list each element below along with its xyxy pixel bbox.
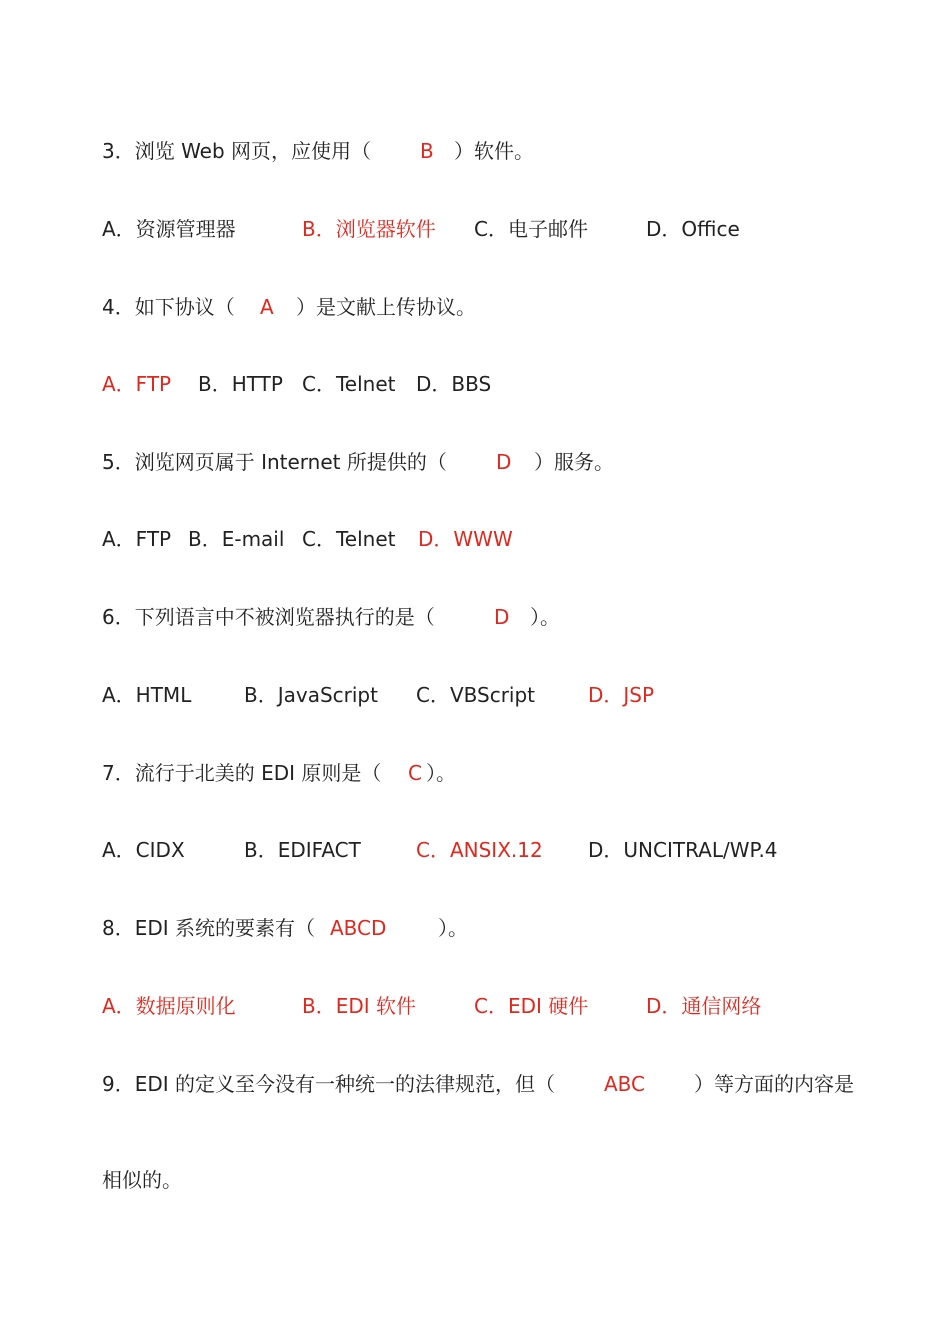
question-3-option-a: A．资源管理器 — [102, 217, 236, 241]
question-8-answer: ABCD — [330, 916, 387, 940]
question-4-option-c: C．Telnet — [302, 372, 396, 396]
question-5-option-a: A．FTP — [102, 527, 172, 551]
question-6-option-c: C．VBScript — [416, 683, 536, 707]
question-6-prefix: 6．下列语言中不被浏览器执行的是（ — [102, 605, 435, 629]
question-4-option-d: D．BBS — [416, 372, 492, 396]
question-7-option-c: C．ANSIX.12 — [416, 838, 543, 862]
question-3-suffix: ）软件。 — [454, 139, 534, 163]
question-4-answer: A — [260, 295, 274, 319]
question-5-prefix: 5．浏览网页属于 Internet 所提供的（ — [102, 450, 447, 474]
question-5-option-b: B．E-mail — [188, 527, 285, 551]
question-8-option-b: B．EDI 软件 — [302, 994, 417, 1018]
question-8-option-d: D．通信网络 — [646, 994, 762, 1018]
question-5-answer: D — [496, 450, 512, 474]
question-8-prefix: 8．EDI 系统的要素有（ — [102, 916, 316, 940]
question-8-option-c: C．EDI 硬件 — [474, 994, 589, 1018]
question-8-suffix: ）。 — [438, 916, 468, 940]
question-3-prefix: 3．浏览 Web 网页，应使用（ — [102, 139, 372, 163]
question-9-continuation-text: 相似的。 — [102, 1168, 182, 1192]
question-4-option-a: A．FTP — [102, 372, 172, 396]
question-4-prefix: 4．如下协议（ — [102, 295, 235, 319]
question-7-answer: C — [408, 761, 422, 785]
question-6-option-d: D．JSP — [588, 683, 655, 707]
question-3-option-c: C．电子邮件 — [474, 217, 588, 241]
question-7-option-b: B．EDIFACT — [244, 838, 361, 862]
question-3-option-b: B．浏览器软件 — [302, 217, 436, 241]
question-6-suffix: ）。 — [530, 605, 560, 629]
question-5-suffix: ）服务。 — [534, 450, 614, 474]
question-9-prefix: 9．EDI 的定义至今没有一种统一的法律规范，但（ — [102, 1072, 556, 1096]
question-4-suffix: ）是文献上传协议。 — [296, 295, 476, 319]
question-7-prefix: 7．流行于北美的 EDI 原则是（ — [102, 761, 382, 785]
question-5-option-d: D．WWW — [418, 527, 513, 551]
question-3-option-d: D．Office — [646, 217, 740, 241]
question-7-option-a: A．CIDX — [102, 838, 185, 862]
question-7-option-d: D．UNCITRAL/WP.4 — [588, 838, 778, 862]
question-3-answer: B — [420, 139, 434, 163]
question-6-option-a: A．HTML — [102, 683, 192, 707]
question-4-option-b: B．HTTP — [198, 372, 283, 396]
question-9-suffix: ）等方面的内容是 — [694, 1072, 854, 1096]
question-7-suffix: ）。 — [426, 761, 456, 785]
question-5-option-c: C．Telnet — [302, 527, 396, 551]
question-6-option-b: B．JavaScript — [244, 683, 378, 707]
question-6-answer: D — [494, 605, 510, 629]
question-8-option-a: A．数据原则化 — [102, 994, 236, 1018]
question-9-answer: ABC — [604, 1072, 646, 1096]
